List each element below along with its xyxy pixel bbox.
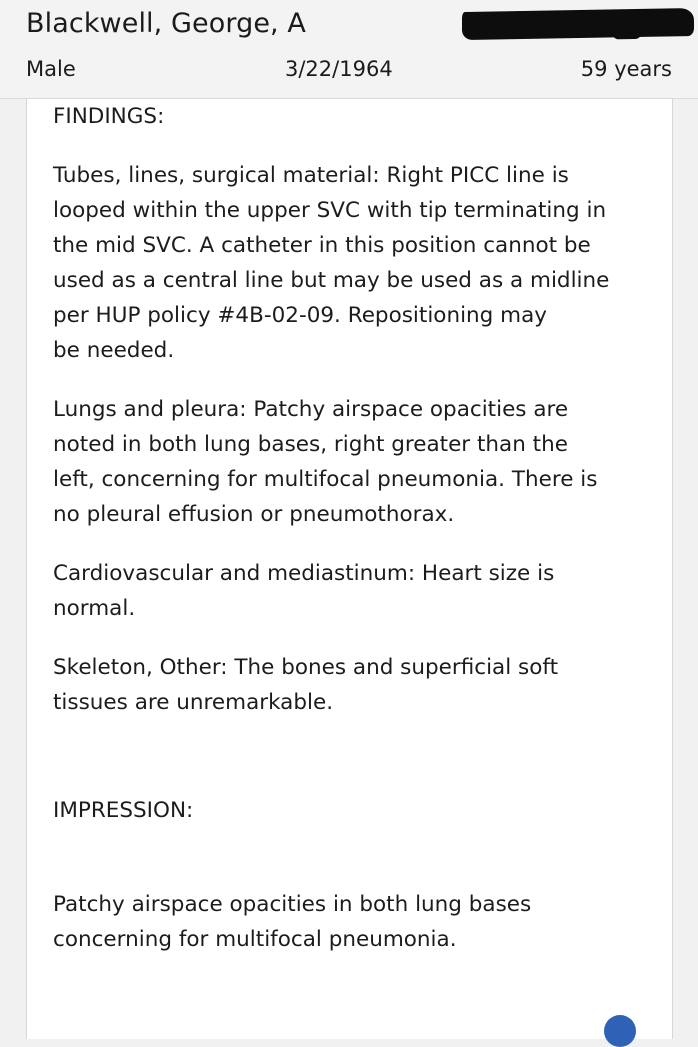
patient-dob: 3/22/1964 xyxy=(285,57,393,81)
impression-text: Patchy airspace opacities in both lung bases concerning for multifocal pneumonia. xyxy=(53,892,532,952)
redaction-mark xyxy=(462,8,694,40)
finding-skeleton: Skeleton, Other: The bones and superficial soft tissues are unremarkable. xyxy=(53,655,559,715)
impression-header: IMPRESSION: xyxy=(53,798,194,823)
patient-name: Blackwell, George, A xyxy=(26,8,306,39)
patient-age: 59 years xyxy=(580,57,672,81)
finding-cardiovascular: Cardiovascular and mediastinum: Heart size is normal. xyxy=(53,561,555,621)
floating-action-icon[interactable] xyxy=(604,1015,636,1047)
patient-sex: Male xyxy=(26,57,76,81)
findings-header: FINDINGS: xyxy=(53,104,165,129)
report-body xyxy=(53,99,653,952)
finding-lungs-pleura: Lungs and pleura: Patchy airspace opacities are noted in both lung bases, right greater than the left, concerning for multifocal pneumonia. There is no pleural effusion or pneumothorax. xyxy=(53,397,598,527)
finding-tubes-lines: Tubes, lines, surgical material: Right PICC line is looped within the upper SVC with tip terminating in the mid SVC. A catheter in this position cannot be used as a central line but may be used as a midline per HUP policy #4B-02-09. Repositioning may be needed. xyxy=(53,163,610,363)
report-panel[interactable] xyxy=(26,99,673,1039)
patient-header xyxy=(0,0,698,99)
